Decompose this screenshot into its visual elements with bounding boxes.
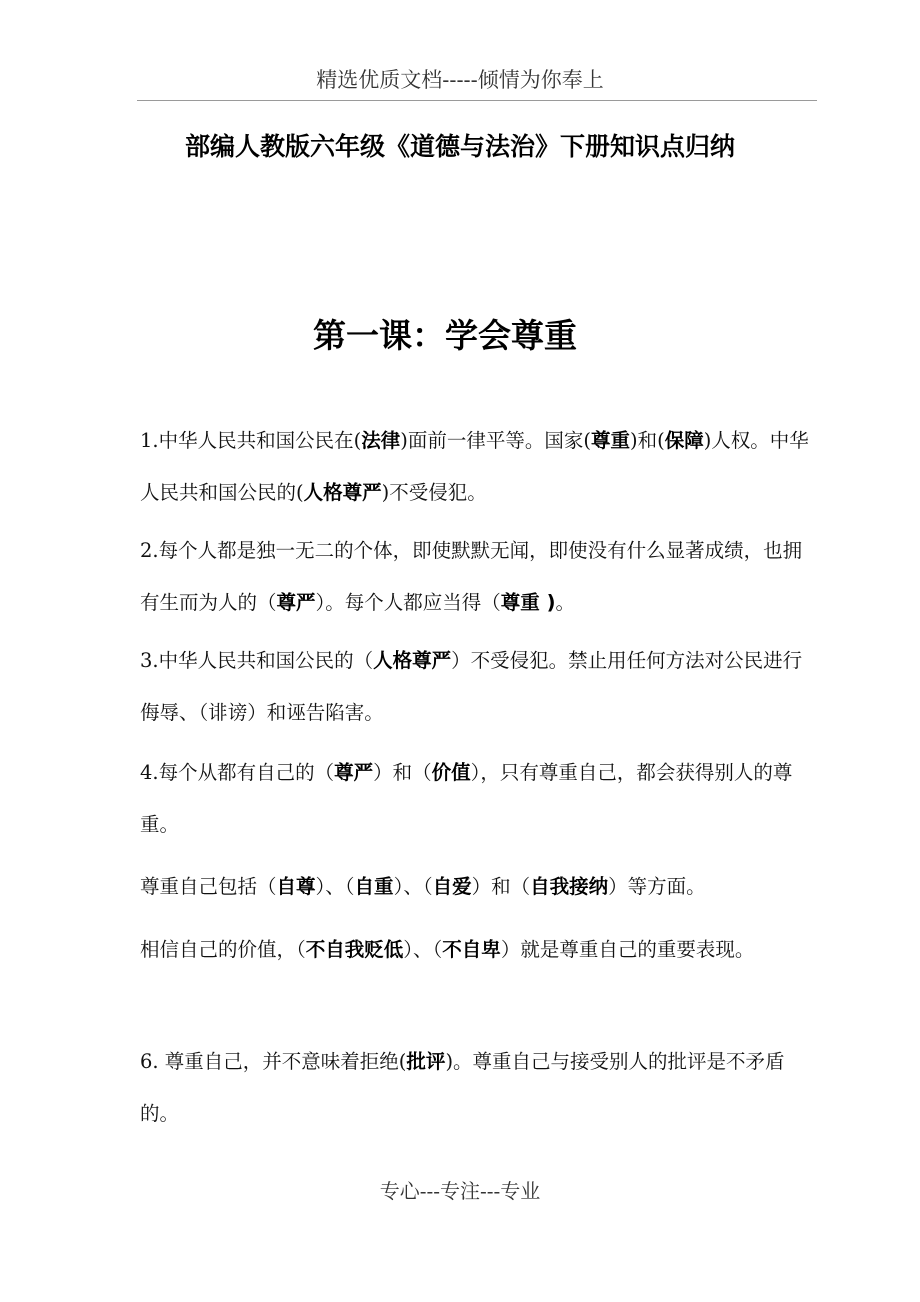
keyword: 自我接纳 — [530, 875, 609, 898]
text-run: ）和（ — [471, 875, 531, 898]
keyword: 不自卑 — [442, 938, 501, 961]
text-run: ），只有尊重自己，都会获得别人的尊重。 — [140, 761, 793, 836]
paragraph-2 — [140, 525, 820, 629]
keyword: 尊严 — [276, 591, 316, 614]
keyword: 价值 — [431, 761, 471, 784]
paragraph-3 — [140, 635, 820, 739]
paragraph-4 — [140, 747, 820, 851]
header-divider — [137, 100, 817, 101]
text-run: )不受侵犯。 — [381, 481, 487, 504]
text-run: 6. 尊重自己，并不意味着拒绝( — [140, 1050, 407, 1073]
keyword: 人格尊严 — [373, 649, 452, 672]
text-run: )人权。中华人民共和国公民的( — [140, 429, 809, 504]
text-run: ）就是尊重自己的重要表现。 — [500, 938, 755, 961]
text-run: ）不受侵犯。禁止用任何方法对公民进行侮辱、（诽谤）和诬告陷害。 — [140, 649, 803, 724]
keyword: 尊严 — [334, 761, 374, 784]
lesson-title: 第一课：学会尊重 — [313, 316, 577, 355]
text-run: 尊重自己包括（ — [140, 875, 277, 898]
keyword: 尊重 ) — [500, 591, 556, 614]
keyword: 尊重 — [590, 429, 630, 452]
keyword: 自尊 — [276, 875, 316, 898]
text-run: )。尊重自己与接受别人的批评是不矛盾的。 — [140, 1050, 785, 1125]
text-run: 2.每个人都是独一无二的个体，即使默默无闻，即使没有什么显著成绩，也拥有生而为人的（ — [140, 539, 803, 614]
text-run: )面前一律平等。国家( — [400, 429, 591, 452]
text-run: ）等方面。 — [608, 875, 706, 898]
text-run: ）、（ — [315, 875, 355, 898]
page-header: 精选优质文档-----倾情为你奉上 — [316, 68, 604, 92]
text-run: ）、（ — [393, 875, 433, 898]
keyword: 不自我贬低 — [305, 938, 404, 961]
page-footer: 专心---专注---专业 — [379, 1179, 541, 1203]
document-title: 部编人教版六年级《道德与法治》下册知识点归纳 — [184, 132, 735, 161]
paragraph-6 — [140, 924, 820, 976]
paragraph-7 — [140, 1036, 820, 1140]
keyword: 人格尊严 — [303, 481, 382, 504]
keyword: 自爱 — [432, 875, 472, 898]
text-run: ）和（ — [373, 761, 432, 784]
paragraph-5 — [140, 861, 820, 913]
paragraph-1 — [140, 415, 820, 519]
text-run: 4.每个从都有自己的（ — [140, 761, 335, 784]
text-run: 相信自己的价值，（ — [140, 938, 306, 961]
text-run: 。 — [555, 591, 576, 614]
keyword: 保障 — [664, 429, 704, 452]
keyword: 批评 — [406, 1050, 446, 1073]
text-run: 1.中华人民共和国公民在( — [140, 429, 362, 452]
text-run: )和( — [629, 429, 665, 452]
keyword: 自重 — [354, 875, 394, 898]
keyword: 法律 — [361, 429, 401, 452]
text-run: ）、（ — [403, 938, 443, 961]
text-run: 3.中华人民共和国公民的（ — [140, 649, 374, 672]
text-run: ）。每个人都应当得（ — [315, 591, 501, 614]
